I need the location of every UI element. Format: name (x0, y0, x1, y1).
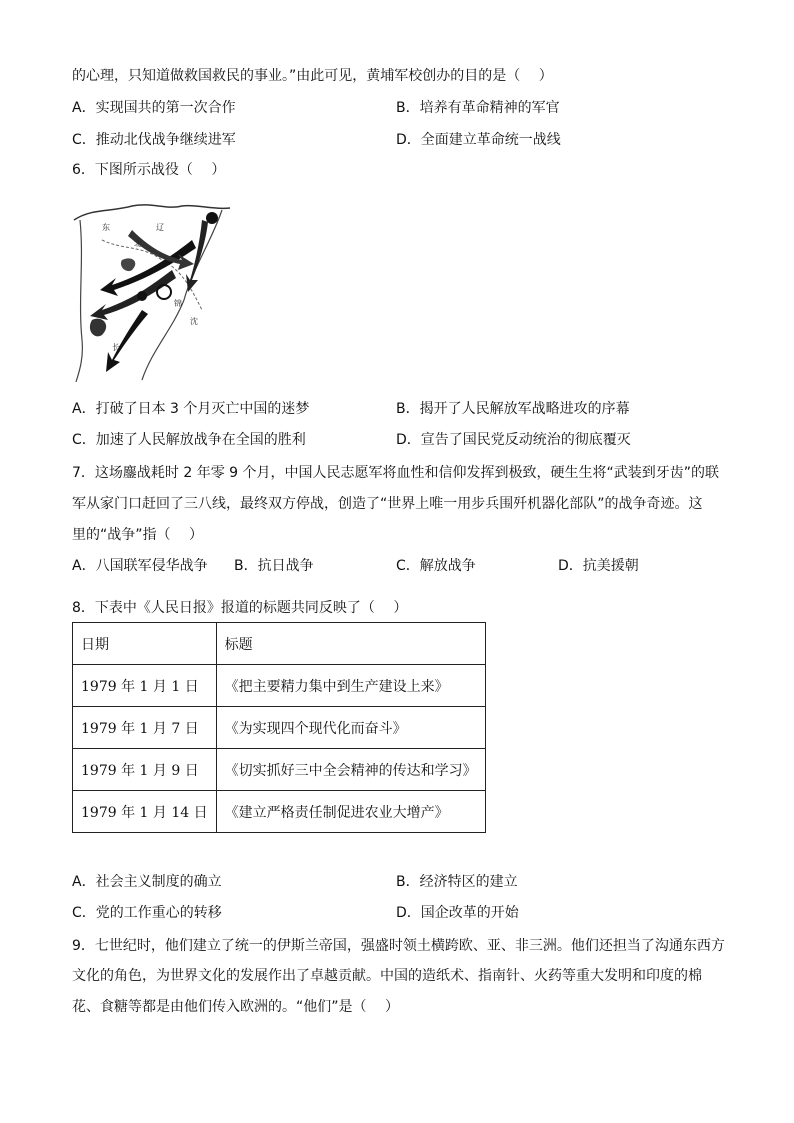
map-label-4: 锦 (174, 299, 182, 308)
table-header-title: 标题 (216, 623, 485, 665)
table-row (73, 707, 486, 749)
q6-stem: 6．下图所示战役（ ） (72, 162, 226, 178)
q8-option-c[interactable]: C．党的工作重心的转移 (72, 905, 222, 921)
q9-stem-line-3: 花、食糖等都是由他们传入欧洲的。“他们”是（ ） (72, 999, 399, 1015)
q9-stem-line-2: 文化的角色，为世界文化的发展作出了卓越贡献。中国的造纸术、指南针、火药等重大发明和印度的棉 (72, 968, 702, 984)
q8-option-b[interactable]: B．经济特区的建立 (396, 874, 518, 890)
q5-option-d[interactable]: D．全面建立革命统一战线 (396, 132, 561, 148)
table-cell-date: 1979 年 1 月 14 日 (73, 791, 217, 833)
table-row (73, 791, 486, 833)
q7-option-c[interactable]: C．解放战争 (396, 558, 476, 574)
q5-option-c[interactable]: C．推动北伐战争继续进军 (72, 132, 236, 148)
table-cell-title: 《切实抓好三中全会精神的传达和学习》 (216, 749, 485, 791)
table-row (73, 665, 486, 707)
q6-option-b[interactable]: B．揭开了人民解放军战略进攻的序幕 (396, 401, 630, 417)
table-cell-date: 1979 年 1 月 9 日 (73, 749, 217, 791)
table-cell-date: 1979 年 1 月 7 日 (73, 707, 217, 749)
q7-option-d[interactable]: D．抗美援朝 (558, 558, 639, 574)
q8-option-a[interactable]: A．社会主义制度的确立 (72, 874, 222, 890)
table-cell-date: 1979 年 1 月 1 日 (73, 665, 217, 707)
q5-stem-tail: 的心理，只知道做救国救民的事业。”由此可见，黄埔军校创办的目的是（ ） (72, 68, 553, 84)
table-cell-title: 《为实现四个现代化而奋斗》 (216, 707, 485, 749)
q7-stem-line-2: 军从家门口赶回了三八线，最终双方停战，创造了“世界上唯一用步兵围歼机器化部队”的战争奇迹。这 (72, 496, 703, 512)
q8-option-d[interactable]: D．国企改革的开始 (396, 905, 519, 921)
q6-option-c[interactable]: C．加速了人民解放战争在全国的胜利 (72, 432, 306, 448)
q7-stem-line-3: 里的“战争”指（ ） (72, 527, 203, 543)
map-label-5: 沈 (190, 317, 198, 326)
table-cell-title: 《把主要精力集中到生产建设上来》 (216, 665, 485, 707)
table-header-row (73, 623, 486, 665)
q5-option-a[interactable]: A．实现国共的第一次合作 (72, 100, 236, 116)
map-label-6: 长 (112, 343, 120, 352)
battle-map-image (72, 200, 232, 382)
q7-stem-line-1: 7．这场鏖战耗时 2 年零 9 个月，中国人民志愿军将血性和信仰发挥到极致，硬生生将“武装到牙齿”的联 (72, 465, 720, 481)
q7-option-a[interactable]: A．八国联军侵华战争 (72, 558, 208, 574)
q9-stem-line-1: 9．七世纪时，他们建立了统一的伊斯兰帝国，强盛时领土横跨欧、亚、非三洲。他们还担当了沟通东西方 (72, 938, 725, 954)
q8-stem: 8．下表中《人民日报》报道的标题共同反映了（ ） (72, 600, 408, 616)
table-cell-title: 《建立严格责任制促进农业大增产》 (216, 791, 485, 833)
map-label-1: 东 (102, 223, 110, 232)
q7-option-b[interactable]: B．抗日战争 (234, 558, 314, 574)
table-row (73, 749, 486, 791)
map-label-3: 辽 (156, 223, 164, 232)
q5-option-b[interactable]: B．培养有革命精神的军官 (396, 100, 560, 116)
newspaper-headlines-table (72, 622, 486, 833)
q6-option-d[interactable]: D．宣告了国民党反动统治的彻底覆灭 (396, 432, 631, 448)
q6-option-a[interactable]: A．打破了日本 3 个月灭亡中国的迷梦 (72, 401, 310, 417)
map-label-2: 北 (134, 239, 142, 248)
table-header-date: 日期 (73, 623, 217, 665)
